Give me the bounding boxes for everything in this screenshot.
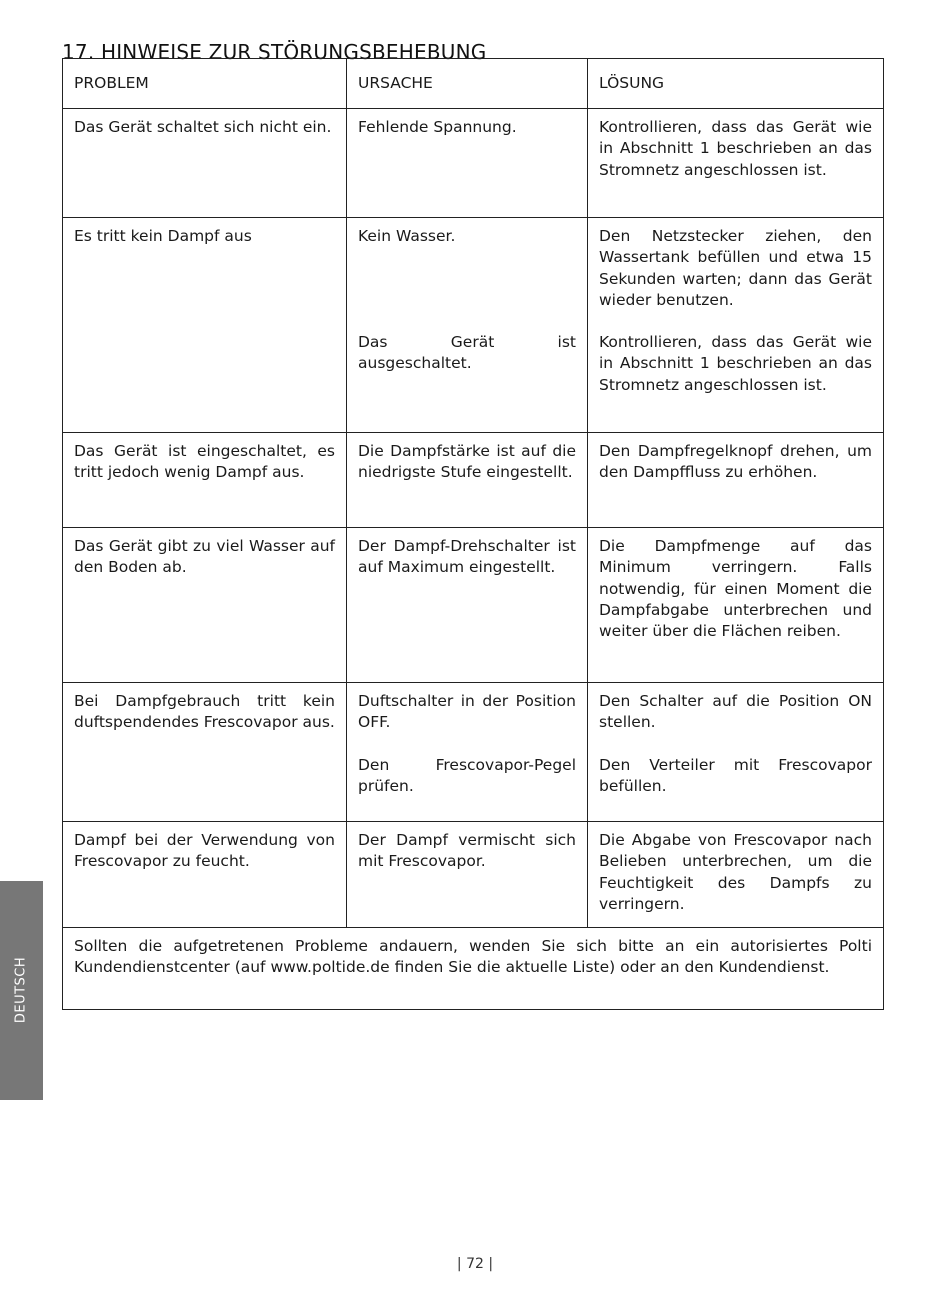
table-row: [63, 433, 884, 528]
problem-cell: Das Gerät schaltet sich nicht ein.: [63, 109, 347, 218]
column-header-solution: LÖSUNG: [588, 59, 884, 109]
column-header-problem: PROBLEM: [63, 59, 347, 109]
cause-text: Duftschalter in der Position OFF.: [358, 692, 576, 732]
language-side-tab-label: DEUTSCH: [13, 956, 29, 1024]
problem-cell: Es tritt kein Dampf aus: [63, 218, 347, 433]
table-row: [63, 822, 884, 928]
table-header-row: [63, 59, 884, 109]
problem-cell: Das Gerät gibt zu viel Wasser auf den Boden ab.: [63, 528, 347, 683]
table-note-row: [63, 928, 884, 1010]
solution-cell: Die Dampfmenge auf das Minimum verringern. Falls notwendig, für einen Moment die Dampfabgabe unterbrechen und weiter über die Flächen reiben.: [588, 528, 884, 683]
solution-cell: Die Abgabe von Frescovapor nach Belieben unterbrechen, um die Feuchtigkeit des Dampfs zu verringern.: [588, 822, 884, 928]
cause-cell: Die Dampfstärke ist auf die niedrigste Stufe eingestellt.: [347, 433, 588, 528]
solution-cell: [588, 218, 884, 433]
column-header-cause: URSACHE: [347, 59, 588, 109]
table-row: [63, 218, 884, 433]
solution-text: Den Verteiler mit Frescovapor befüllen.: [599, 755, 872, 795]
solution-text: Den Schalter auf die Position ON stellen.: [599, 692, 872, 732]
table-row: [63, 109, 884, 218]
cause-text: Das Gerät ist ausgeschaltet.: [358, 333, 576, 373]
cause-cell: Der Dampf-Drehschalter ist auf Maximum eingestellt.: [347, 528, 588, 683]
cause-text: Den Frescovapor-Pegel prüfen.: [358, 755, 576, 795]
cause-cell: Der Dampf vermischt sich mit Frescovapor.: [347, 822, 588, 928]
solution-cell: Kontrollieren, dass das Gerät wie in Abschnitt 1 beschrieben an das Stromnetz angeschlossen ist.: [588, 109, 884, 218]
page-number: | 72 |: [456, 1256, 494, 1272]
solution-text: Den Netzstecker ziehen, den Wassertank befüllen und etwa 15 Sekunden warten; dann das Gerät wieder benutzen.: [599, 227, 872, 309]
support-note: Sollten die aufgetretenen Probleme andauern, wenden Sie sich bitte an ein autorisiertes Polti Kundendienstcenter (auf www.poltide.de finden Sie die aktuelle Liste) oder an den Kundendienst.: [63, 928, 884, 1010]
problem-cell: Bei Dampfgebrauch tritt kein duftspendendes Frescovapor aus.: [63, 683, 347, 822]
cause-text: Kein Wasser.: [358, 227, 456, 245]
cause-cell: [347, 218, 588, 433]
table-row: [63, 528, 884, 683]
solution-cell: [588, 683, 884, 822]
cause-cell: Fehlende Spannung.: [347, 109, 588, 218]
solution-text: Kontrollieren, dass das Gerät wie in Abschnitt 1 beschrieben an das Stromnetz angeschlossen ist.: [599, 333, 872, 394]
problem-cell: Dampf bei der Verwendung von Frescovapor zu feucht.: [63, 822, 347, 928]
solution-cell: Den Dampfregelknopf drehen, um den Dampffluss zu erhöhen.: [588, 433, 884, 528]
page-title: 17. HINWEISE ZUR STÖRUNGSBEHEBUNG: [62, 40, 487, 65]
table-row: [63, 683, 884, 822]
problem-cell: Das Gerät ist eingeschaltet, es tritt jedoch wenig Dampf aus.: [63, 433, 347, 528]
troubleshooting-table: [62, 58, 884, 1010]
cause-cell: [347, 683, 588, 822]
